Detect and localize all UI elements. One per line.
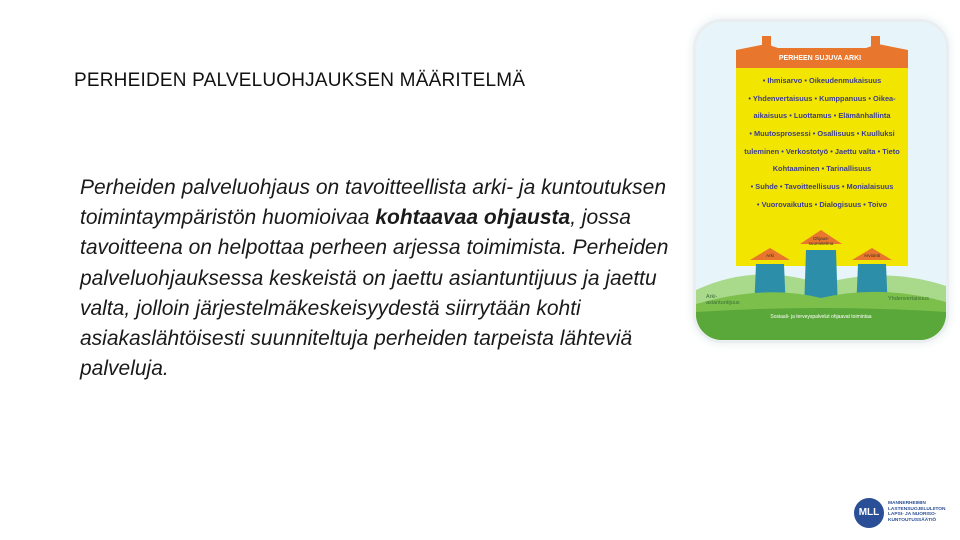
value-line: tuleminen • Verkostotyö • Jaettu valta • Tieto (744, 146, 900, 156)
value-line: • Muutosprosessi • Osallisuus • Kuulluksi (749, 129, 895, 139)
logo-line: KUNTOUTUSSÄÄTIÖ (888, 517, 937, 523)
value-line: aikaisuus • Luottamus • Elämänhallinta (753, 111, 891, 121)
roof-label: PERHEEN SUJUVA ARKI (778, 55, 862, 62)
value-line: • Ihmisarvo • Oikeudenmukaisuus (762, 76, 882, 85)
mll-logo-mark: MLL (854, 498, 884, 528)
ground-label-right: Yhdenvertaisuus (888, 296, 929, 302)
mll-logo (846, 490, 954, 536)
value-line: • Vuorovaikutus • Dialogisuus • Toivo (756, 199, 888, 209)
door-label-center: Ohjaus-suunnitelma (808, 236, 834, 246)
ground-label-left: Arki-asiantuntijuus (706, 294, 740, 306)
mll-logo-text (888, 501, 952, 523)
door-label-right: Arviointi (863, 253, 881, 258)
value-line: Kohtaaminen • Tarinallisuus (772, 164, 872, 174)
logo-line: MANNERHEIMIN (888, 501, 926, 506)
body-emphasis: kohtaavaa ohjausta (375, 206, 571, 230)
body-text-part2: , jossa tavoitteena on helpottaa perheen arjessa toimimista. Perheiden palveluohjauksessa keskeistä on jaettu asiantuntijuus ja jaettu valta, jolloin järjestelmäkeskeisyydestä siirrytään kohti asiakaslähtöisesti suunniteltuja perheiden tarpeista lähteviä palveluja. (80, 206, 669, 381)
logo-line: LASTENSUOJELULIITON (888, 506, 946, 512)
slide-body (80, 173, 680, 384)
slide-title: PERHEIDEN PALVELUOHJAUKSEN MÄÄRITELMÄ (74, 70, 526, 91)
body-text-part1: Perheiden palveluohjaus on tavoitteellista arki- ja kuntoutuksen toimintaympäristön huomioivaa (80, 176, 667, 230)
value-line: • Yhdenvertaisuus • Kumppanuus • Oikea- (748, 93, 896, 103)
value-line: • Suhde • Tavoitteellisuus • Monialaisuus (750, 182, 894, 192)
family-house-illustration (696, 22, 946, 340)
door-label-left: Arki (766, 253, 774, 258)
value-list (738, 72, 906, 214)
logo-line: LAPSI- JA NUORISO- (888, 512, 937, 518)
bottom-band-label: Sosiaali- ja terveyspalvelut ohjaavat toimintaa (770, 314, 872, 320)
bottom-band (696, 308, 946, 340)
